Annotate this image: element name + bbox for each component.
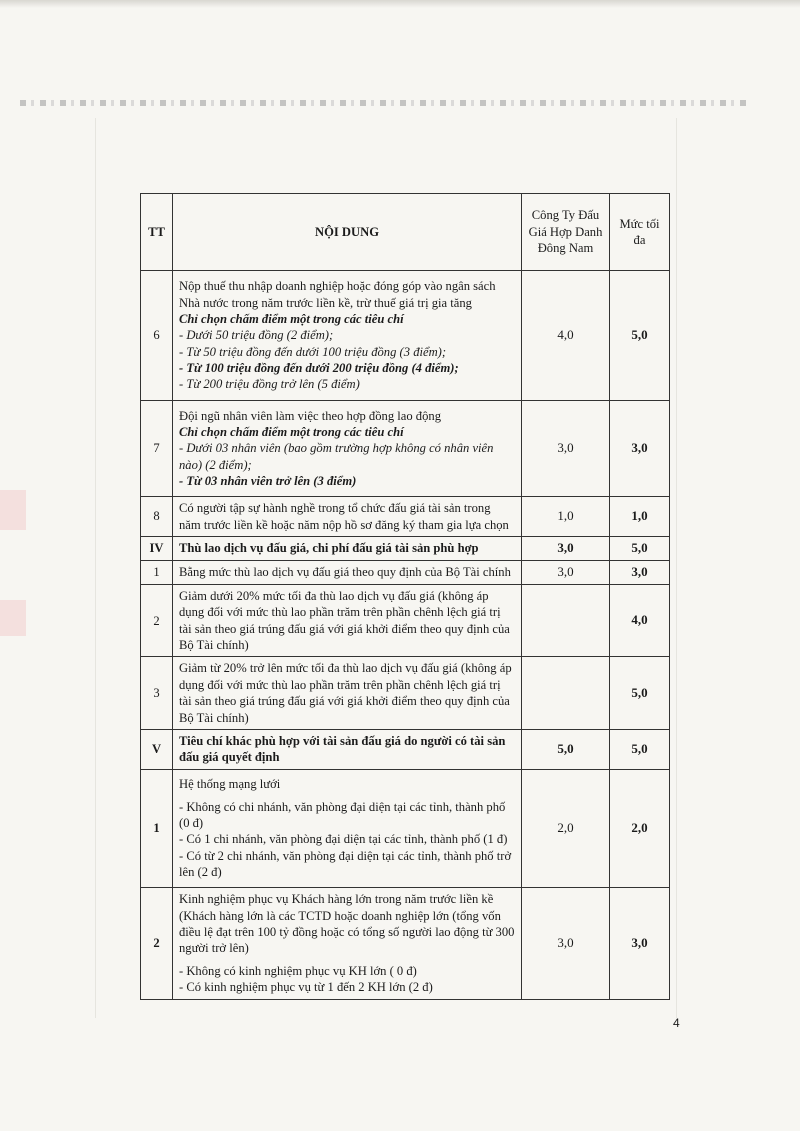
row-content [173,537,522,561]
table-row [141,769,670,887]
table-row [141,887,670,999]
header-content: NỘI DUNG [173,194,522,271]
row-content [173,401,522,497]
table-body [141,271,670,1000]
table-header-row [141,194,670,271]
row-tt: 2 [141,887,173,999]
row-company-score: 3,0 [522,537,610,561]
content-line: - Từ 50 triệu đồng đến dưới 100 triệu đồng (3 điểm); [179,344,447,359]
content-line: Chỉ chọn chấm điểm một trong các tiêu chí [179,424,404,439]
table-row [141,561,670,585]
content-line: - Không có kinh nghiệm phục vụ KH lớn ( 0 đ) [179,963,417,978]
scan-mark [0,490,26,530]
content-line: - Có 1 chi nhánh, văn phòng đại diện tại các tỉnh, thành phố (1 đ) [179,832,508,847]
row-company-score: 2,0 [522,769,610,887]
content-line: Thù lao dịch vụ đấu giá, chi phí đấu giá tài sản phù hợp [179,541,479,556]
content-line: - Dưới 03 nhân viên (bao gồm trường hợp không có nhân viên nào) (2 điểm); [179,441,494,472]
row-company-score: 5,0 [522,729,610,769]
row-company-score: 3,0 [522,561,610,585]
row-tt: 3 [141,657,173,729]
row-company-score [522,657,610,729]
row-max-score: 5,0 [610,657,670,729]
scan-artifact-band [20,100,750,106]
content-line: Giảm dưới 20% mức tối đa thù lao dịch vụ đấu giá (không áp dụng đối với mức thù lao phần trăm trên phần chênh lệch giá trị tài sản theo giá trúng đấu giá với giá khởi điểm theo quy định của Bộ Tài chính) [179,589,510,653]
row-tt: 1 [141,561,173,585]
row-content [173,729,522,769]
header-company: Công Ty Đấu Giá Hợp Danh Đông Nam [522,194,610,271]
row-tt: 8 [141,497,173,537]
content-line: - Không có chi nhánh, văn phòng đại diện tại các tỉnh, thành phố (0 đ) [179,799,506,831]
content-line: - Từ 03 nhân viên trở lên (3 điểm) [179,474,357,489]
evaluation-table [140,193,670,1000]
row-tt: 2 [141,585,173,657]
page-number: 4 [673,1016,680,1030]
row-max-score: 5,0 [610,271,670,401]
content-line: - Từ 100 triệu đồng đến dưới 200 triệu đồng (4 điểm); [179,361,459,376]
content-line: - Dưới 50 triệu đồng (2 điểm); [179,328,334,343]
content-line: - Có từ 2 chi nhánh, văn phòng đại diện tại các tỉnh, thành phố trở lên (2 đ) [179,848,512,880]
content-line: Đội ngũ nhân viên làm việc theo hợp đồng lao động [179,408,441,423]
row-content [173,561,522,585]
content-line: Nộp thuế thu nhập doanh nghiệp hoặc đóng góp vào ngân sách Nhà nước trong năm trước liền kề, trừ thuế giá trị gia tăng [179,279,496,310]
content-line: - Có kinh nghiệm phục vụ từ 1 đến 2 KH lớn (2 đ) [179,980,433,995]
content-line: - Từ 200 triệu đồng trở lên (5 điểm) [179,377,360,392]
content-line: Giảm từ 20% trở lên mức tối đa thù lao dịch vụ đấu giá (không áp dụng đối với mức thù lao phần trăm trên phần chênh lệch giá trị tài sản theo giá trúng đấu giá với giá khởi điểm theo quy định của Bộ Tài chính) [179,661,512,725]
row-company-score: 1,0 [522,497,610,537]
row-content [173,769,522,887]
row-company-score: 4,0 [522,271,610,401]
row-max-score: 2,0 [610,769,670,887]
scan-mark [0,600,26,636]
row-max-score: 3,0 [610,401,670,497]
content-line: Có người tập sự hành nghề trong tổ chức đấu giá tài sản trong năm trước liền kề hoặc năm nộp hồ sơ đăng ký tham gia lựa chọn [179,501,509,532]
row-max-score: 5,0 [610,537,670,561]
row-content [173,497,522,537]
row-company-score [522,585,610,657]
content-line: Chỉ chọn chấm điểm một trong các tiêu chí [179,311,404,326]
row-max-score: 3,0 [610,887,670,999]
table-row [141,271,670,401]
row-tt: IV [141,537,173,561]
row-content [173,585,522,657]
row-tt: 7 [141,401,173,497]
row-max-score: 1,0 [610,497,670,537]
row-content [173,271,522,401]
row-company-score: 3,0 [522,887,610,999]
table-row [141,401,670,497]
row-tt: 6 [141,271,173,401]
table-row [141,657,670,729]
scan-edge [0,0,800,8]
row-content [173,887,522,999]
row-tt: 1 [141,769,173,887]
row-max-score: 4,0 [610,585,670,657]
row-content [173,657,522,729]
header-tt: TT [141,194,173,271]
content-line: Tiêu chí khác phù hợp với tài sản đấu giá do người có tài sản đấu giá quyết định [179,734,506,765]
table-row [141,537,670,561]
row-max-score: 3,0 [610,561,670,585]
row-company-score: 3,0 [522,401,610,497]
table-row [141,729,670,769]
row-max-score: 5,0 [610,729,670,769]
header-max: Mức tối đa [610,194,670,271]
content-line: Hệ thống mạng lưới [179,777,281,792]
table-row [141,585,670,657]
table-row [141,497,670,537]
row-tt: V [141,729,173,769]
content-line: Kinh nghiệm phục vụ Khách hàng lớn trong năm trước liền kề (Khách hàng lớn là các TCTD hoặc doanh nghiệp lớn (tổng vốn điều lệ đạt trên 100 tỷ đồng hoặc có tổng số người lao động từ 300 người trở lên) [179,892,515,956]
content-line: Bằng mức thù lao dịch vụ đấu giá theo quy định của Bộ Tài chính [179,565,511,580]
